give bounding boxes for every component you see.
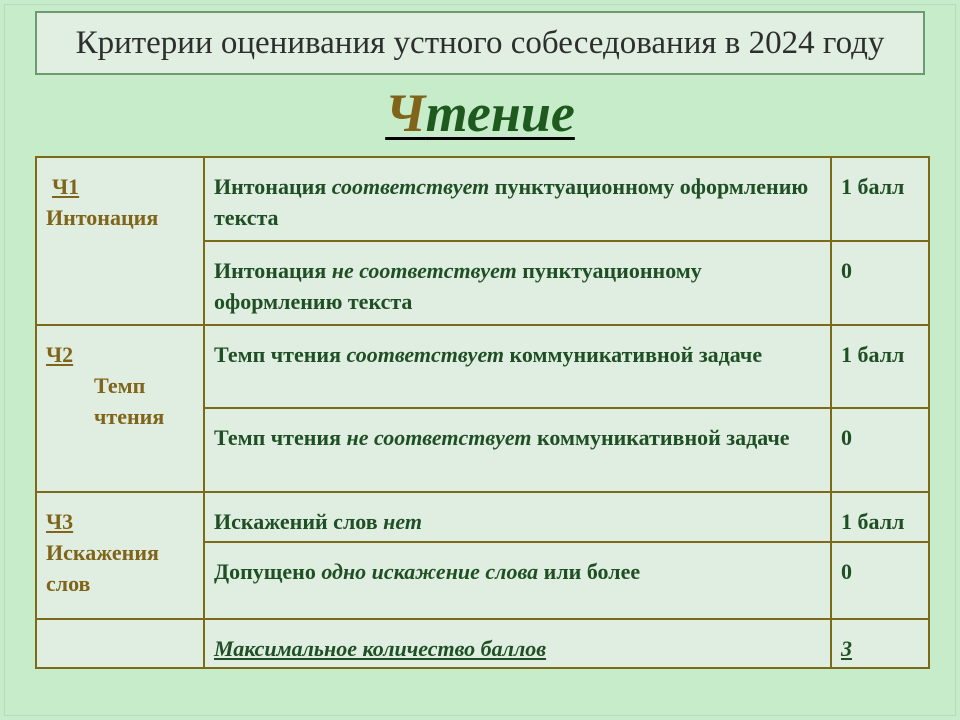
criterion-description: Искажений слов нет [204,492,831,542]
criterion-cell-ch2 [36,325,204,492]
criterion-name-line2: чтения [94,404,165,429]
page-title [35,11,925,75]
criterion-code: Ч2 [46,342,74,367]
criterion-name-line1: Темп [94,373,146,398]
table-row [36,325,929,408]
criterion-cell-ch1 [36,157,204,325]
criterion-code: Ч3 [46,509,74,534]
criterion-name-line2: слов [46,571,91,596]
criterion-name: Интонация [46,205,159,230]
score-cell: 1 балл [831,492,929,542]
total-score-cell [831,619,929,668]
criterion-description: Темп чтения соответствует коммуникативной задаче [204,325,831,408]
criterion-name-line1: Искажения [46,540,159,565]
heading-rest: тение [425,83,575,143]
total-score: 3 [841,636,852,661]
score-cell: 0 [831,542,929,619]
criterion-code: Ч1 [52,174,80,199]
criterion-description: Интонация не соответствует пунктуационному оформлению текста [204,241,831,325]
score-cell: 0 [831,408,929,492]
total-row [36,619,929,668]
criterion-description: Темп чтения не соответствует коммуникативной задаче [204,408,831,492]
criteria-table [35,156,930,669]
total-label: Максимальное количество баллов [214,636,547,661]
score-cell: 1 балл [831,157,929,241]
criterion-cell-ch3 [36,492,204,619]
table-row [36,492,929,542]
total-label-cell [204,619,831,668]
page-title-text: Критерии оценивания устного собеседования в 2024 году [75,24,885,61]
criterion-description: Интонация соответствует пунктуационному оформлению текста [204,157,831,241]
score-cell: 1 балл [831,325,929,408]
section-heading [0,82,960,142]
empty-cell [36,619,204,668]
criterion-description: Допущено одно искажение слова или более [204,542,831,619]
table-row [36,157,929,241]
score-cell: 0 [831,241,929,325]
heading-first-letter: Ч [385,83,426,143]
